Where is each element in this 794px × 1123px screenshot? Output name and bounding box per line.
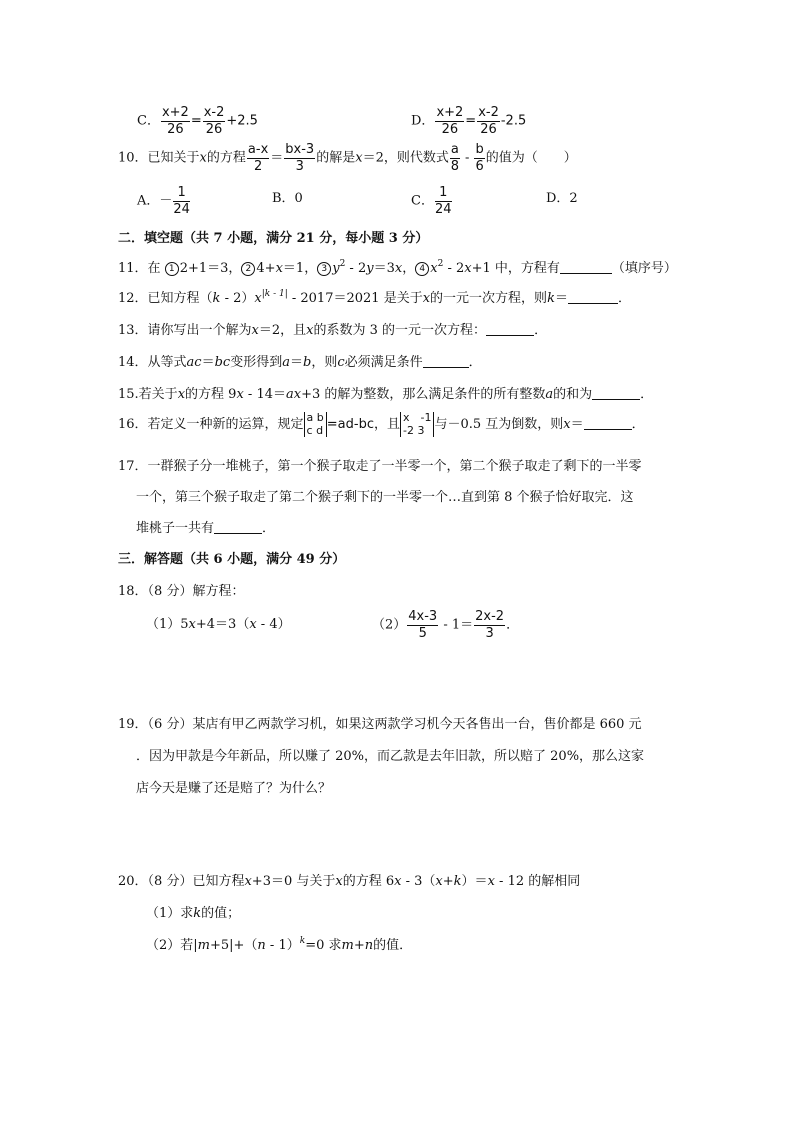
- question-14: 14．从等式ac＝bc变形得到a＝b，则c必须满足条件 ．: [118, 355, 482, 370]
- answer-blank[interactable]: [423, 366, 469, 368]
- question-10: 10．已知关于x的方程 $\frac{a-x}{2}$ ＝ $\frac{bx-3}{3}$ 的解是x＝2，则代数式 $\frac{a}{8}$ - $\frac{b}{6}$ 的值为（ ）: [118, 142, 577, 174]
- fraction: $\frac{x+2}{26}$: [436, 105, 464, 137]
- fraction: $\frac{x+2}{26}$: [161, 105, 189, 137]
- q10-option-b: B．0: [272, 191, 303, 206]
- fraction: $\frac{1}{24}$: [434, 185, 452, 217]
- question-17-line2: 一个，第三个猴子取走了第二个猴子剩下的一半零一个…直到第 8 个猴子恰好取完．这: [136, 490, 634, 505]
- answer-blank[interactable]: [214, 532, 262, 534]
- answer-blank[interactable]: [568, 302, 618, 304]
- question-19-line1: 19．（6 分）某店有甲乙两款学习机，如果这两款学习机今天各售出一台，售价都是 660 元: [118, 717, 642, 732]
- q18-part-1: （1）5x+4＝3（x - 4）: [146, 617, 291, 632]
- question-19-line3: 店今天是赚了还是赔了？为什么？: [136, 781, 332, 796]
- answer-blank[interactable]: [560, 272, 612, 274]
- determinant: x -1 -2 3: [400, 412, 434, 437]
- fraction: $\frac{bx-3}{3}$: [285, 142, 315, 174]
- q10-option-a: A．－ $\frac{1}{24}$: [137, 185, 190, 217]
- question-17-line1: 17．一群猴子分一堆桃子，第一个猴子取走了一半零一个，第二个猴子取走了剩下的一半零: [118, 459, 642, 474]
- question-20: 20．（8 分）已知方程x+3＝0 与关于x的方程 6x - 3（x+k）＝x - 12 的解相同: [118, 874, 581, 889]
- section-title: 三．解答题（共 6 小题，满分 49 分）: [118, 552, 346, 567]
- question-11: 11．在 1 2+1＝3， 2 4+x＝1， 3 $y^2 - 2y=3x$， 4 $x^2 - 2x+1$ 中，方程有 （填序号）: [118, 259, 677, 276]
- fraction: $\frac{a-x}{2}$: [247, 142, 269, 174]
- fraction: $\frac{b}{6}$: [475, 142, 484, 174]
- section-title: 二．填空题（共 7 小题，满分 21 分，每小题 3 分）: [118, 231, 429, 246]
- fraction: $\frac{a}{8}$: [450, 142, 459, 174]
- q9-option-d: D． $\frac{x+2}{26}$ = $\frac{x-2}{26}$ -2.5: [411, 105, 527, 137]
- question-15: 15.若关于x的方程 9x - 14＝ax+3 的解为整数，那么满足条件的所有整数a的和为 ．: [118, 387, 654, 402]
- fraction: $\frac{2x-2}{3}$: [475, 609, 505, 641]
- question-18: 18．（8 分）解方程：: [118, 584, 245, 599]
- q10-option-c: C． $\frac{1}{24}$: [411, 185, 452, 217]
- question-16: 16．若定义一种新的运算，规定 a b c d =ad-bc，且 x -1 -2 3 与－0.5 互为倒数，则x＝ ．: [118, 411, 645, 437]
- answer-blank[interactable]: [584, 428, 632, 430]
- question-17-line3: 堆桃子一共有 ．: [136, 521, 276, 536]
- fraction: $\frac{1}{24}$: [173, 185, 190, 217]
- circled-number: 3: [317, 262, 331, 276]
- q9-option-c: C． $\frac{x+2}{26}$ = $\frac{x-2}{26}$ +2.5: [137, 105, 258, 137]
- fraction: $\frac{x-2}{26}$: [478, 105, 499, 137]
- q18-part-2: （2） $\frac{4x-3}{5}$ - 1＝ $\frac{2x-2}{3}$ ．: [372, 609, 520, 641]
- circled-number: 4: [415, 262, 429, 276]
- question-13: 13．请你写出一个解为x＝2，且x的系数为 3 的一元一次方程： ．: [118, 323, 548, 338]
- circled-number: 1: [165, 262, 179, 276]
- question-19-line2: ．因为甲款是今年新品，所以赚了 20%，而乙款是去年旧款，所以赔了 20%，那么这家: [136, 749, 645, 764]
- question-12: 12．已知方程$(k - 2)x^{|k - 1|} - 2017=2021$ 是关于x的一元一次方程，则k＝ ．: [118, 289, 631, 306]
- q20-part-1: （1）求k的值；: [146, 906, 241, 921]
- answer-blank[interactable]: [486, 334, 534, 336]
- q20-part-2: （2）若|m+5|+（n - 1）$^k$=0 求m+n的值．: [146, 936, 413, 953]
- fraction: $\frac{4x-3}{5}$: [408, 609, 438, 641]
- answer-blank[interactable]: [592, 398, 640, 400]
- q10-option-d: D．2: [546, 191, 578, 206]
- fraction: $\frac{x-2}{26}$: [203, 105, 225, 137]
- determinant: a b c d: [304, 412, 327, 437]
- circled-number: 2: [241, 262, 255, 276]
